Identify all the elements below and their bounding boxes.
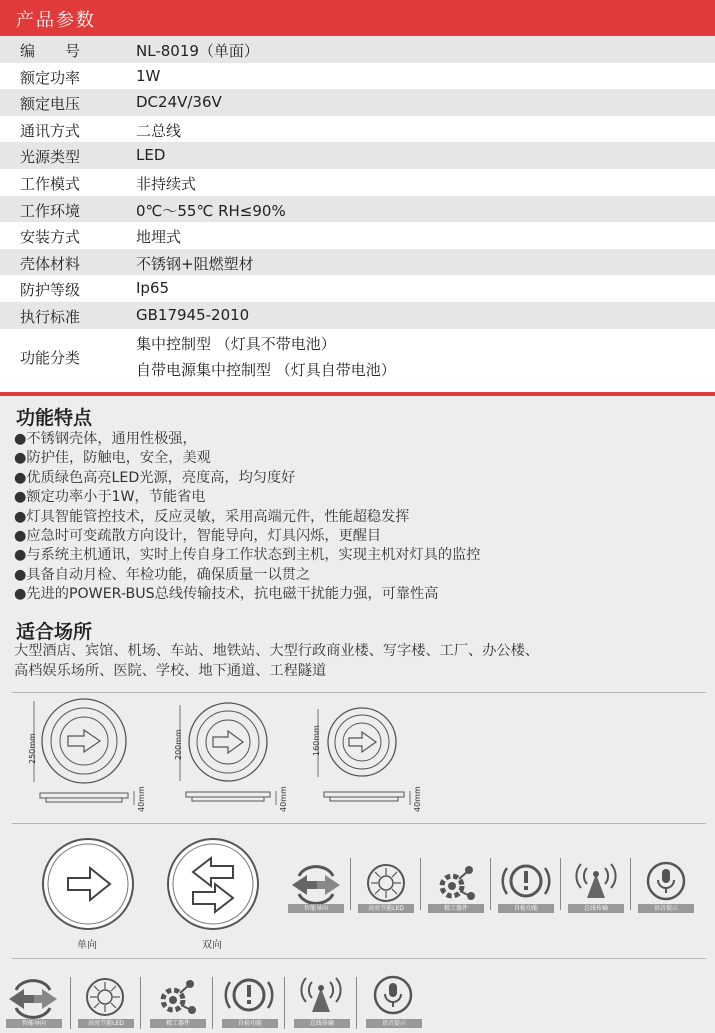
spec-value: 地埋式 xyxy=(136,228,182,247)
spec-value: GB17945-2010 xyxy=(136,305,250,324)
places-line: 大型酒店、宾馆、机场、车站、地铁站、大型行政商业楼、写字楼、工厂、办公楼、 xyxy=(14,643,539,659)
spec-key: 编 号 xyxy=(20,42,81,60)
places-text xyxy=(14,641,539,681)
features-title: 功能特点 xyxy=(16,407,93,429)
spec-key: 额定电压 xyxy=(20,95,81,114)
divider-line xyxy=(12,692,706,693)
icon-label: 自检功能 xyxy=(222,1019,278,1028)
list-item: ●灯具智能管控技术，反应灵敏，采用高端元件，性能超稳发挥 xyxy=(14,508,410,525)
icon-separator xyxy=(350,858,351,910)
spec-row xyxy=(0,329,715,386)
spec-value: 不锈钢+阻燃塑材 xyxy=(136,254,254,273)
icon-label: 智能导向 xyxy=(288,904,344,913)
list-item: ●不锈钢壳体，通用性极强， xyxy=(14,431,197,447)
icon-separator xyxy=(490,858,491,910)
icon-label: 精工器件 xyxy=(150,1019,206,1028)
icon-separator xyxy=(560,858,561,910)
spec-row xyxy=(0,116,715,143)
dimension-label: 160mm xyxy=(312,725,321,756)
dimension-label: 40mm xyxy=(413,786,422,812)
spec-value: 非持续式 xyxy=(136,174,197,193)
icon-label: 语音提示 xyxy=(366,1019,422,1028)
list-item: ●额定功率小于1W，节能省电 xyxy=(14,489,206,506)
spec-key: 功能分类 xyxy=(20,348,81,367)
spec-row xyxy=(0,249,715,276)
features-list xyxy=(14,430,480,605)
icon-label: 总线传输 xyxy=(568,904,624,913)
places-line: 高档娱乐场所、医院、学校、地下通道、工程隧道 xyxy=(14,663,327,679)
spec-key: 安装方式 xyxy=(20,228,81,247)
spec-key: 光源类型 xyxy=(20,148,81,167)
icon-label: 智能导向 xyxy=(6,1019,62,1028)
spec-row xyxy=(0,302,715,329)
dimension-drawings xyxy=(0,695,715,820)
icon-label: 高亮节能LED xyxy=(358,904,414,913)
icon-separator xyxy=(356,977,357,1029)
spec-value: 二总线 xyxy=(136,121,182,140)
dimension-label: 40mm xyxy=(137,786,146,812)
list-item: ●应急时可变疏散方向设计，智能导向，灯具闪烁，更醒目 xyxy=(14,528,382,545)
places-title: 适合场所 xyxy=(16,621,93,643)
spec-value: 0℃～55℃ RH≤90% xyxy=(136,201,286,220)
spec-table xyxy=(0,36,715,386)
double-direction-label: 双向 xyxy=(202,940,222,951)
icon-separator xyxy=(420,858,421,910)
icon-separator xyxy=(212,977,213,1029)
icon-label: 自检功能 xyxy=(498,904,554,913)
spec-key: 额定功率 xyxy=(20,68,81,87)
single-arrow-sign-icon xyxy=(40,836,136,932)
spec-header xyxy=(0,0,715,36)
spec-key: 防护等级 xyxy=(20,281,81,300)
spec-row xyxy=(0,63,715,90)
spec-row xyxy=(0,36,715,63)
icon-separator xyxy=(70,977,71,1029)
single-direction-label: 单向 xyxy=(77,940,97,951)
dimension-label: 200mm xyxy=(174,729,183,760)
dimension-label: 250mm xyxy=(28,733,37,764)
icon-label: 总线传输 xyxy=(294,1019,350,1028)
spec-row xyxy=(0,275,715,302)
spec-key: 工作环境 xyxy=(20,201,81,220)
icon-separator xyxy=(140,977,141,1029)
list-item: ●防护佳，防触电，安全，美观 xyxy=(14,450,211,467)
spec-key: 壳体材料 xyxy=(20,254,81,273)
divider-line xyxy=(12,958,706,959)
icon-label: 精工器件 xyxy=(428,904,484,913)
spec-value: 集中控制型 （灯具不带电池） xyxy=(136,334,336,353)
list-item: ●与系统主机通讯，实时上传自身工作状态到主机，实现主机对灯具的监控 xyxy=(14,547,481,564)
spec-value: Ip65 xyxy=(136,279,170,298)
dimension-label: 40mm xyxy=(279,786,288,812)
spec-key: 执行标准 xyxy=(20,307,81,326)
spec-row xyxy=(0,222,715,249)
spec-value: 1W xyxy=(136,66,161,85)
spec-value: LED xyxy=(136,146,166,165)
spec-key: 工作模式 xyxy=(20,174,81,193)
icon-separator xyxy=(630,858,631,910)
spec-row xyxy=(0,89,715,116)
double-arrow-sign-icon xyxy=(165,836,261,932)
spec-row xyxy=(0,196,715,223)
spec-value: DC24V/36V xyxy=(136,93,222,112)
divider-line xyxy=(12,823,706,824)
list-item: ●具备自动月检、年检功能，确保质量一以贯之 xyxy=(14,566,311,583)
icon-label: 语音提示 xyxy=(638,904,694,913)
list-item: ●先进的POWER-BUS总线传输技术，抗电磁干扰能力强，可靠性高 xyxy=(14,586,439,603)
icon-label: 高亮节能LED xyxy=(78,1019,134,1028)
spec-row xyxy=(0,142,715,169)
spec-title: 产品参数 xyxy=(16,10,96,31)
spec-value: NL-8019（单面） xyxy=(136,42,259,60)
list-item: ●优质绿色高亮LED光源，亮度高，均匀度好 xyxy=(14,469,296,486)
icon-separator xyxy=(284,977,285,1029)
spec-value-2: 自带电源集中控制型 （灯具自带电池） xyxy=(136,360,396,379)
spec-key: 通讯方式 xyxy=(20,121,81,140)
spec-row xyxy=(0,169,715,196)
